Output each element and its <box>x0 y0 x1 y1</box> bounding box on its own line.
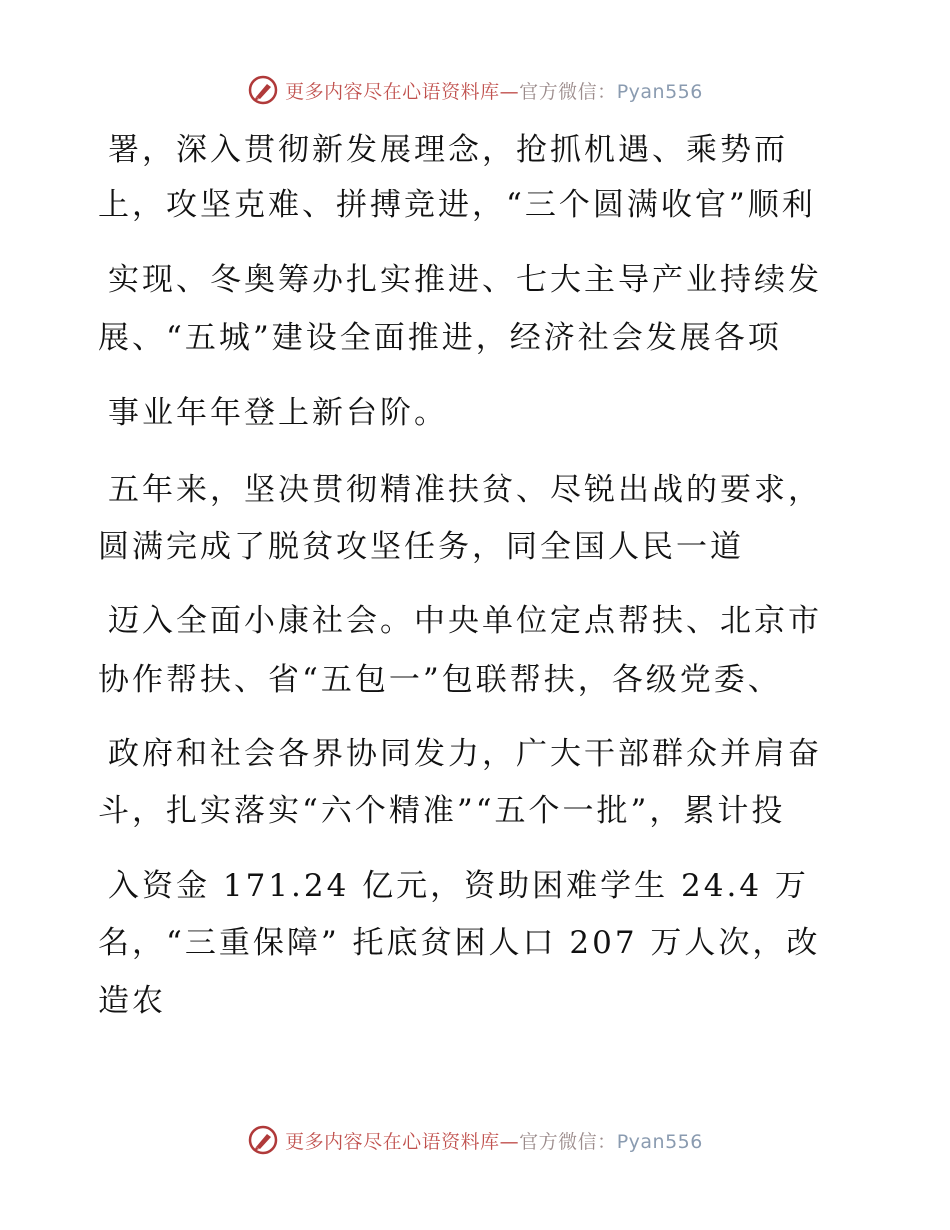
pen-logo-icon <box>247 1124 279 1156</box>
header-dash: — <box>499 80 520 103</box>
body-line: 名，“三重保障” 托底贫困人口 207 万人次，改 <box>98 925 821 961</box>
body-line: 政府和社会各界协同发力，广大干部群众并肩奋 <box>108 736 822 772</box>
header-brand: 更多内容尽在心语资料库 <box>285 80 500 103</box>
footer-brand: 更多内容尽在心语资料库 <box>285 1130 500 1153</box>
footer-text <box>285 1127 703 1154</box>
body-line: 迈入全面小康社会。中央单位定点帮扶、北京市 <box>108 603 822 639</box>
footer-banner <box>0 1120 950 1160</box>
body-line: 协作帮扶、省“五包一”包联帮扶，各级党委、 <box>98 662 782 698</box>
body-line: 署，深入贯彻新发展理念，抢抓机遇、乘势而 <box>108 132 788 168</box>
body-line: 实现、冬奥筹办扎实推进、七大主导产业持续发 <box>108 262 822 298</box>
body-line: 斗，扎实落实“六个精准”“五个一批”，累计投 <box>98 793 786 829</box>
body-line: 入资金 171.24 亿元，资助困难学生 24.4 万 <box>108 868 809 904</box>
footer-dash: — <box>499 1130 520 1153</box>
body-line: 五年来，坚决贯彻精准扶贫、尽锐出战的要求， <box>108 472 822 508</box>
header-wechat-label: 官方微信： <box>519 80 617 103</box>
footer-wechat-label: 官方微信： <box>519 1130 617 1153</box>
body-line: 圆满完成了脱贫攻坚任务，同全国人民一道 <box>98 529 744 565</box>
header-wechat-id: Pyan556 <box>616 80 703 103</box>
body-line: 事业年年登上新台阶。 <box>108 395 448 431</box>
body-line: 展、“五城”建设全面推进，经济社会发展各项 <box>98 320 782 356</box>
body-line: 造农 <box>98 983 166 1019</box>
body-line: 上，攻坚克难、拼搏竞进，“三个圆满收官”顺利 <box>98 187 816 223</box>
footer-wechat-id: Pyan556 <box>616 1130 703 1153</box>
